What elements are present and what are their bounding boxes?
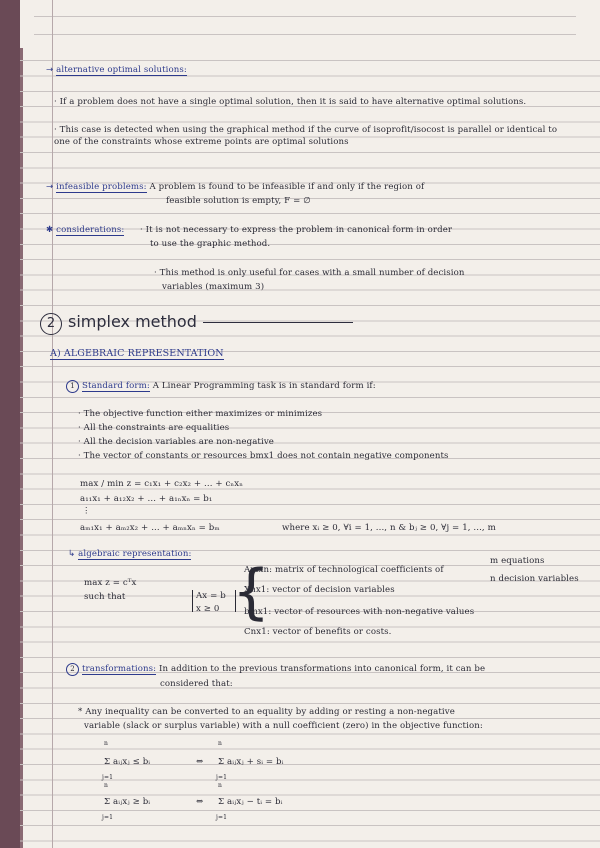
sum-upper: n	[104, 740, 108, 747]
infeasible-text-1: A problem is found to be infeasible if and only if the region of	[149, 182, 425, 192]
section-number: 2	[40, 313, 62, 335]
non-negativity-where: where xᵢ ≥ 0, ∀i = 1, ..., n & bⱼ ≥ 0, ∀j = 1, ..., m	[282, 523, 496, 533]
def-A: Amxn: matrix of technological coefficients of	[244, 565, 444, 575]
equiv-icon: ⇔	[196, 757, 204, 767]
algebraic-rep-title: algebraic representation:	[78, 549, 192, 559]
such-that: such that	[84, 592, 126, 602]
transform-title: transformations:	[82, 664, 157, 674]
def-c: Cnx1: vector of benefits or costs.	[244, 627, 392, 637]
arrow-icon: →	[46, 65, 54, 75]
alt-bullet-2: · This case is detected when using the graphical method if the curve of isoprofit/isocost is parallel or identical to one of the constraints whose extreme points are optimal solutions	[54, 125, 558, 147]
transformations-line	[66, 663, 485, 676]
n-decision-variables: n decision variables	[490, 574, 579, 584]
sum-upper: n	[218, 782, 222, 789]
algebraic-rep-heading	[68, 548, 191, 560]
sum-upper: n	[104, 782, 108, 789]
standard-bullet-1: · The objective function either maximizes or minimizes	[78, 409, 323, 419]
x-nonneg: x ≥ 0	[196, 604, 220, 614]
formula-1-left: Σ aᵢⱼxⱼ ≤ bᵢ	[104, 757, 151, 767]
standard-intro: A Linear Programming task is in standard form if:	[152, 381, 376, 391]
standard-form-line	[66, 380, 376, 393]
section-2-heading	[40, 312, 353, 335]
section-title: simplex method	[68, 312, 197, 331]
considerations-bullet-1b: to use the graphic method.	[150, 239, 271, 249]
sum-lower: j=1	[102, 814, 114, 821]
transform-text-2: considered that:	[160, 679, 233, 689]
constraint-1: a₁₁x₁ + a₁₂x₂ + ... + a₁ₙxₙ = b₁	[80, 494, 213, 504]
standard-number: 1	[66, 380, 79, 393]
considerations-heading	[46, 224, 124, 236]
arrow-icon: ↳	[68, 549, 76, 559]
infeasible-text-2: feasible solution is empty, F = ∅	[166, 196, 311, 206]
arrow-icon: →	[46, 182, 54, 192]
vertical-dots: ⋮	[82, 506, 91, 516]
curly-brace-icon: {	[232, 557, 271, 627]
notebook-page	[20, 0, 600, 848]
ax-equals-b: Ax = b	[196, 591, 226, 601]
equiv-icon: ⇔	[196, 797, 204, 807]
def-X: Xnx1: vector of decision variables	[244, 585, 395, 595]
considerations-title: considerations:	[56, 225, 125, 235]
considerations-bullet-2a: · This method is only useful for cases with a small number of decision	[154, 268, 465, 278]
notebook-spine	[0, 0, 20, 848]
infeasible-title: infeasible problems:	[56, 182, 147, 192]
alt-solutions-heading	[46, 64, 187, 76]
def-b: bmx1: vector of resources with non-negative values	[244, 607, 475, 617]
algebraic-label: A) ALGEBRAIC REPRESENTATION	[50, 348, 224, 359]
constraint-m: aₘ₁x₁ + aₘ₂x₂ + ... + aₘₙxₙ = bₘ	[80, 523, 220, 533]
standard-bullet-2: · All the constraints are equalities	[78, 423, 230, 433]
standard-title: Standard form:	[82, 381, 150, 391]
considerations-bullet-1a: · It is not necessary to express the problem in canonical form in order	[140, 225, 453, 235]
considerations-bullet-2b: variables (maximum 3)	[162, 282, 265, 292]
slack-line-2: variable (slack or surplus variable) with a null coefficient (zero) in the objective function:	[84, 721, 483, 731]
sum-lower: j=1	[216, 814, 228, 821]
slack-line-1: * Any inequality can be converted to an equality by adding or resting a non-negative	[78, 707, 455, 717]
margin-line	[52, 0, 53, 848]
alt-bullet-1: · If a problem does not have a single optimal solution, then it is said to have alternative optimal solutions.	[54, 97, 527, 107]
formula-2-left: Σ aᵢⱼxⱼ ≥ bᵢ	[104, 797, 151, 807]
objective-equation: max / min z = c₁x₁ + c₂x₂ + ... + cₙxₙ	[80, 479, 244, 489]
sum-lower: j=1	[102, 774, 114, 781]
alt-solutions-title: alternative optimal solutions:	[56, 65, 187, 75]
sum-upper: n	[218, 740, 222, 747]
infeasible-line-1	[46, 181, 424, 193]
standard-bullet-4: · The vector of constants or resources bmx1 does not contain negative components	[78, 451, 449, 461]
star-icon: ✱	[46, 225, 54, 235]
transform-text-1: In addition to the previous transformations into canonical form, it can be	[159, 664, 486, 674]
formula-2-right: Σ aᵢⱼxⱼ − tᵢ = bᵢ	[218, 797, 283, 807]
standard-bullet-3: · All the decision variables are non-negative	[78, 437, 274, 447]
max-z: max z = cᵀx	[84, 578, 137, 588]
sum-lower: j=1	[216, 774, 228, 781]
transform-number: 2	[66, 663, 79, 676]
formula-1-right: Σ aᵢⱼxⱼ + sᵢ = bᵢ	[218, 757, 284, 767]
m-equations: m equations	[490, 556, 545, 566]
page-top-strip	[20, 0, 600, 48]
